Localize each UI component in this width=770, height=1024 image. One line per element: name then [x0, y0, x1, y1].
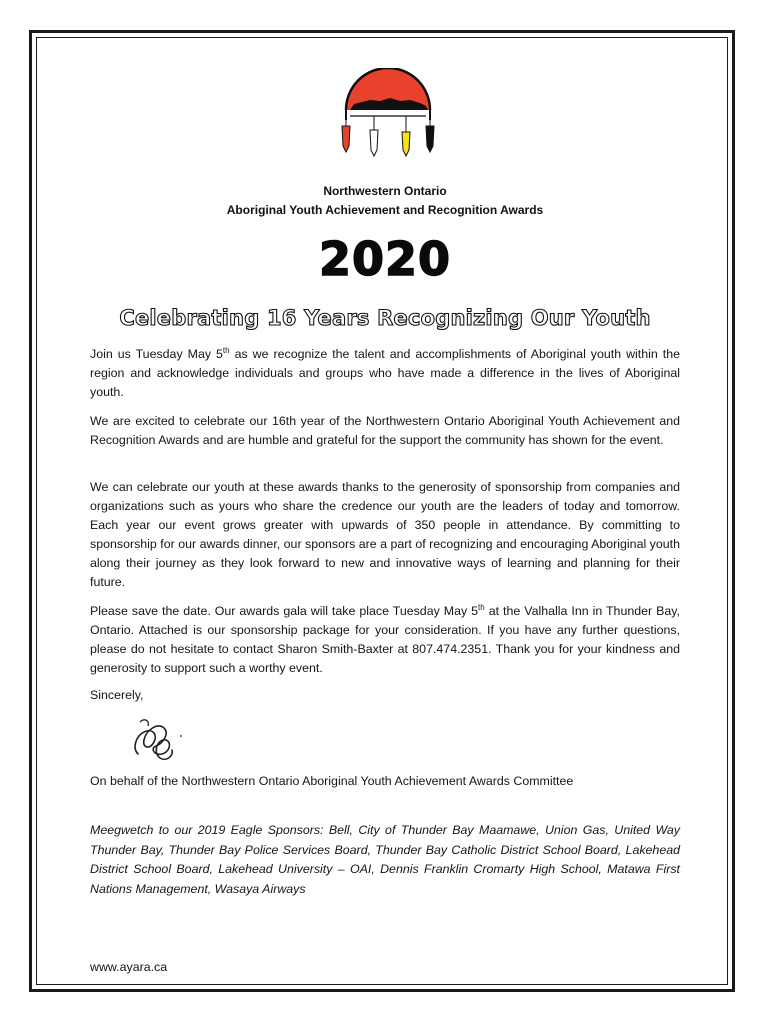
org-name-line1: Northwestern Ontario [323, 184, 447, 198]
org-name-line2: Aboriginal Youth Achievement and Recognition Awards [226, 203, 544, 217]
paragraph-sponsorship: We can celebrate our youth at these awards thanks to the generosity of sponsorship from companies and organizations such as yours who share the credence our youth are the leaders of today and tomorrow. Each year our event grows greater with upwards of 350 people in attendance. By committing to sponsorship for our awards dinner, our sponsors are a part of recognizing and encouraging Aboriginal youth along their journey as they look forward to new and innovative ways of learning and planning for their future. [90, 480, 680, 589]
closing-salutation: Sincerely, [90, 688, 144, 702]
website-url: www.ayara.ca [90, 960, 168, 974]
committee-line: On behalf of the Northwestern Ontario Aboriginal Youth Achievement Awards Committee [90, 774, 574, 788]
signature-image [128, 712, 188, 764]
sponsors-thanks: Meegwetch to our 2019 Eagle Sponsors: Bell, City of Thunder Bay Maamawe, Union Gas, United Way Thunder Bay, Thunder Bay Police Services Board, Thunder Bay Catholic District School Board, Lakehead District School Board, Lakehead University – OAI, Dennis Franklin Cromarty High School, Matawa First Nations Management, Wasaya Airways [90, 823, 680, 896]
event-year: 2020 [318, 232, 452, 286]
headline: Celebrating 16 Years Recognizing Our Youth [119, 306, 651, 330]
paragraph-save-the-date: Please save the date. Our awards gala will take place Tuesday May 5th at the Valhalla Inn in Thunder Bay, Ontario. Attached is our sponsorship package for your consideration. If you have any further questions, please do not hesitate to contact Sharon Smith-Baxter at 807.474.2351. Thank you for your kindness and generosity to support such a worthy event. [90, 602, 680, 675]
paragraph-invitation: Join us Tuesday May 5th as we recognize the talent and accomplishments of Aboriginal youth within the region and acknowledge individuals and groups who have made a difference in the lives of Aboriginal youth. [90, 345, 681, 399]
medicine-wheel-feathers-logo [336, 68, 440, 160]
paragraph-16th-year: We are excited to celebrate our 16th year of the Northwestern Ontario Aboriginal Youth Achievement and Recognition Awards and are humble and grateful for the support the community has shown for the event. [90, 414, 680, 447]
